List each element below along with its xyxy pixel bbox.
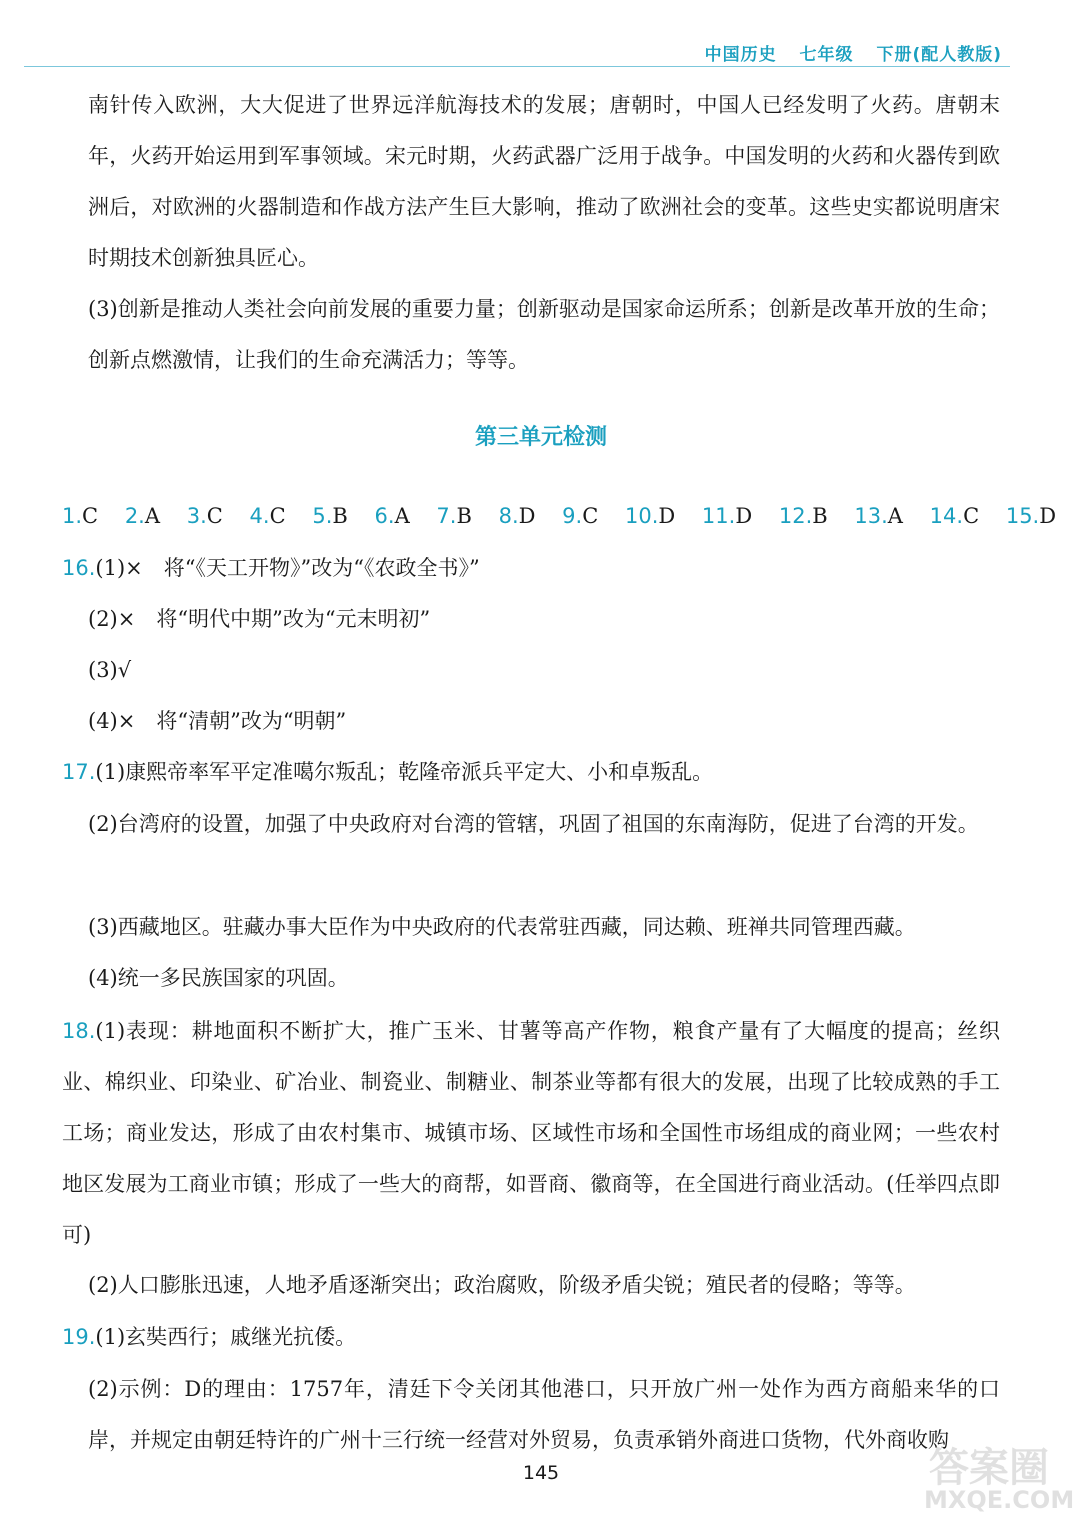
watermark-logo: 答案圈 MXQE.COM	[924, 1445, 1075, 1514]
mc-answer: 8.D	[498, 504, 536, 528]
q19-item-2: (2)示例：D的理由：1757年，清廷下令关闭其他港口，只开放广州一处作为西方商船来华的口岸，并规定由朝廷特许的广州十三行统一经营对外贸易，负责承销外商进口货物，代外商收购	[88, 1377, 1000, 1452]
mc-answer: 12.B	[778, 504, 828, 528]
mc-answer: 6.A	[374, 504, 410, 528]
mc-answer: 7.B	[436, 504, 472, 528]
mc-answer: 11.D	[701, 504, 753, 528]
mc-answer: 5.B	[312, 504, 348, 528]
q16-item-4: (4)× 将“清朝”改为“明朝”	[88, 709, 347, 733]
q17-item-4: (4)统一多民族国家的巩固。	[88, 966, 349, 990]
header-divider	[24, 66, 1010, 67]
q18-item-2: (2)人口膨胀迅速，人地矛盾逐渐突出；政治腐败，阶级矛盾尖锐；殖民者的侵略；等等。	[88, 1273, 916, 1297]
q16-item-1: 16.(1)× 将“《天工开物》”改为“《农政全书》”	[62, 556, 480, 580]
q16-item-3: (3)√	[88, 658, 132, 682]
q18-item-1: 18.(1)表现：耕地面积不断扩大，推广玉米、甘薯等高产作物，粮食产量有了大幅度的提高；丝织业、棉织业、印染业、矿冶业、制瓷业、制糖业、制茶业等都有很大的发展，出现了比较成熟的手工工场；商业发达，形成了由农村集市、城镇市场、区域性市场和全国性市场组成的商业网；一些农村地区发展为工商业市镇；形成了一些大的商帮，如晋商、徽商等，在全国进行商业活动。(任举四点即可)	[62, 1019, 1000, 1247]
q17-item-1: 17.(1)康熙帝率军平定准噶尔叛乱；乾隆帝派兵平定大、小和卓叛乱。	[62, 760, 714, 784]
mc-answer: 13.A	[854, 504, 903, 528]
q16-item-2: (2)× 将“明代中期”改为“元末明初”	[88, 607, 431, 631]
mc-answer-list	[62, 496, 1057, 536]
paragraph-item-3: (3)创新是推动人类社会向前发展的重要力量；创新驱动是国家命运所系；创新是改革开放的生命；创新点燃激情，让我们的生命充满活力；等等。	[88, 297, 1000, 372]
mc-answer: 3.C	[186, 504, 223, 528]
q17-item-2: (2)台湾府的设置，加强了中央政府对台湾的管辖，巩固了祖国的东南海防，促进了台湾的开发。	[88, 812, 979, 836]
mc-answer: 10.D	[624, 504, 676, 528]
mc-answer: 14.C	[929, 504, 980, 528]
section-title: 第三单元检测	[474, 424, 607, 450]
header-edition: 下册(配人教版)	[876, 45, 1002, 65]
mc-answer: 9.C	[562, 504, 599, 528]
mc-answer: 2.A	[124, 504, 161, 528]
paragraph-continued: 南针传入欧洲，大大促进了世界远洋航海技术的发展；唐朝时，中国人已经发明了火药。唐朝末年，火药开始运用到军事领域。宋元时期，火药武器广泛用于战争。中国发明的火药和火器传到欧洲后，对欧洲的火器制造和作战方法产生巨大影响，推动了欧洲社会的变革。这些史实都说明唐宋时期技术创新独具匠心。	[88, 93, 1000, 270]
header-grade: 七年级	[799, 45, 854, 65]
mc-answer: 15.D	[1005, 504, 1057, 528]
page-number: 145	[522, 1462, 560, 1484]
running-header	[689, 40, 1002, 65]
q19-item-1: 19.(1)玄奘西行；戚继光抗倭。	[62, 1325, 357, 1349]
header-subject: 中国历史	[704, 45, 777, 65]
mc-answer: 1.C	[62, 504, 99, 528]
q17-item-3: (3)西藏地区。驻藏办事大臣作为中央政府的代表常驻西藏，同达赖、班禅共同管理西藏。	[88, 915, 916, 939]
mc-answer: 4.C	[249, 504, 286, 528]
